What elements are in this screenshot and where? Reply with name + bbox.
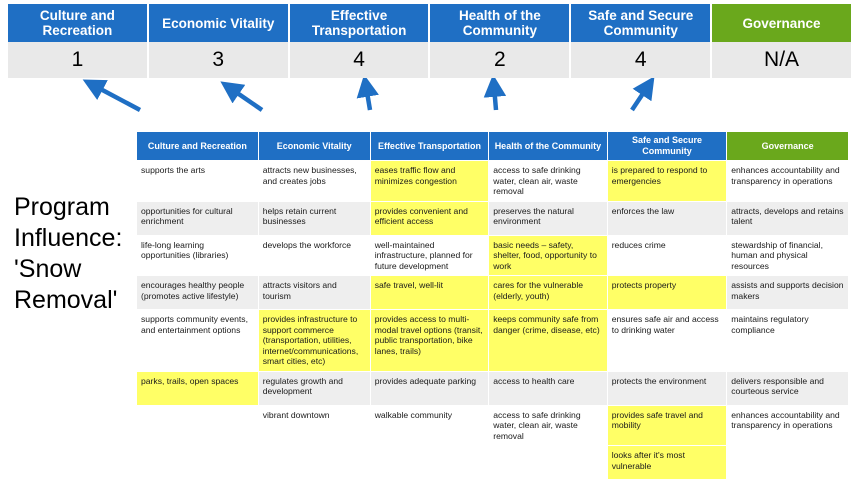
arrow-safe-and-secure-community — [632, 86, 648, 110]
table-row — [137, 310, 849, 372]
matrix-cell: develops the workforce — [258, 235, 370, 276]
matrix-cell-empty — [489, 446, 607, 480]
matrix-cell: maintains regulatory compliance — [727, 310, 849, 372]
table-row — [137, 201, 849, 235]
table-row — [137, 405, 849, 446]
matrix-cell: regulates growth and development — [258, 371, 370, 405]
matrix-cell: attracts, develops and retains talent — [727, 201, 849, 235]
arrow-effective-transportation — [366, 86, 370, 110]
matrix-cell: keeps community safe from danger (crime, disease, etc) — [489, 310, 607, 372]
matrix-cell: access to health care — [489, 371, 607, 405]
matrix-cell: preserves the natural environment — [489, 201, 607, 235]
category-header-label: Culture and Recreation — [39, 8, 115, 38]
category-header-safe-and-secure-community — [571, 4, 712, 42]
score-economic-vitality: 3 — [149, 42, 290, 78]
score-effective-transportation: 4 — [290, 42, 431, 78]
matrix-cell: access to safe drinking water, clean air, waste removal — [489, 161, 607, 202]
matrix-header-health-of-the-community: Health of the Community — [489, 132, 607, 161]
table-row — [137, 371, 849, 405]
matrix-cell: helps retain current businesses — [258, 201, 370, 235]
score-band — [8, 42, 851, 78]
matrix-cell: provides adequate parking — [370, 371, 488, 405]
matrix-cell: provides convenient and efficient access — [370, 201, 488, 235]
matrix-cell: enforces the law — [607, 201, 727, 235]
table-row — [137, 235, 849, 276]
matrix-cell: life-long learning opportunities (libraries) — [137, 235, 259, 276]
score-safe-and-secure-community: 4 — [571, 42, 712, 78]
matrix-cell: provides access to multi-modal travel options (transit, public transportation, bike lanes, trails) — [370, 310, 488, 372]
matrix-cell: supports the arts — [137, 161, 259, 202]
matrix-cell: provides safe travel and mobility — [607, 405, 727, 446]
arrow-layer — [0, 78, 859, 134]
matrix-cell: supports community events, and entertainment options — [137, 310, 259, 372]
matrix-header-culture-and-recreation: Culture and Recreation — [137, 132, 259, 161]
matrix-cell: vibrant downtown — [258, 405, 370, 446]
category-header-health-of-the-community — [430, 4, 571, 42]
matrix-header-effective-transportation: Effective Transportation — [370, 132, 488, 161]
matrix-cell: encourages healthy people (promotes active lifestyle) — [137, 276, 259, 310]
arrow-economic-vitality — [230, 88, 262, 110]
matrix-cell: assists and supports decision makers — [727, 276, 849, 310]
table-row — [137, 276, 849, 310]
category-header-band — [8, 4, 851, 42]
matrix-cell: basic needs – safety, shelter, food, opportunity to work — [489, 235, 607, 276]
matrix-cell: ensures safe air and access to drinking water — [607, 310, 727, 372]
matrix-header-governance: Governance — [727, 132, 849, 161]
category-header-effective-transportation — [290, 4, 431, 42]
matrix-cell-empty — [370, 446, 488, 480]
matrix-cell: attracts visitors and tourism — [258, 276, 370, 310]
matrix-cell: opportunities for cultural enrichment — [137, 201, 259, 235]
matrix-cell: cares for the vulnerable (elderly, youth) — [489, 276, 607, 310]
matrix-header-row — [137, 132, 849, 161]
matrix-cell: is prepared to respond to emergencies — [607, 161, 727, 202]
matrix-cell: well-maintained infrastructure, planned for future development — [370, 235, 488, 276]
matrix-cell: provides infrastructure to support commerce (transportation, utilities, internet/communications, smart cities, etc) — [258, 310, 370, 372]
arrow-culture-and-recreation — [93, 85, 140, 110]
category-header-label: Effective Transportation — [311, 8, 407, 38]
matrix-header-economic-vitality: Economic Vitality — [258, 132, 370, 161]
matrix-cell: protects the environment — [607, 371, 727, 405]
category-header-culture-and-recreation — [8, 4, 149, 42]
matrix-cell: parks, trails, open spaces — [137, 371, 259, 405]
score-governance: N/A — [764, 48, 800, 71]
matrix-cell: walkable community — [370, 405, 488, 446]
category-header-label: Safe and Secure Community — [588, 8, 694, 38]
matrix-cell-empty — [727, 446, 849, 480]
category-header-economic-vitality — [149, 4, 290, 42]
score-health-of-the-community: 2 — [430, 42, 571, 78]
matrix-cell-empty — [137, 446, 259, 480]
matrix-cell: access to safe drinking water, clean air, waste removal — [489, 405, 607, 446]
score-culture-and-recreation: 1 — [8, 42, 149, 78]
table-row — [137, 161, 849, 202]
matrix-cell: eases traffic flow and minimizes congestion — [370, 161, 488, 202]
category-header-label: Economic Vitality — [162, 15, 275, 31]
category-header-label: Governance — [742, 15, 821, 31]
category-header-governance — [712, 4, 851, 42]
matrix-header-safe-and-secure-community: Safe and Secure Community — [607, 132, 727, 161]
arrows-svg — [0, 78, 859, 134]
influence-matrix — [136, 131, 849, 480]
category-header-label: Health of the Community — [459, 8, 541, 38]
matrix-cell: reduces crime — [607, 235, 727, 276]
matrix-cell: attracts new businesses, and creates jobs — [258, 161, 370, 202]
matrix-cell: stewardship of financial, human and physical resources — [727, 235, 849, 276]
matrix-cell-empty — [258, 446, 370, 480]
matrix-cell: enhances accountability and transparency in operations — [727, 405, 849, 446]
matrix-cell: looks after it's most vulnerable — [607, 446, 727, 480]
page-title: Program Influence: 'Snow Removal' — [14, 193, 123, 314]
matrix-cell: safe travel, well-lit — [370, 276, 488, 310]
matrix-cell: delivers responsible and courteous service — [727, 371, 849, 405]
table-row — [137, 446, 849, 480]
arrow-health-of-the-community — [494, 86, 496, 110]
matrix-cell: protects property — [607, 276, 727, 310]
matrix-cell-empty — [137, 405, 259, 446]
matrix-cell: enhances accountability and transparency in operations — [727, 161, 849, 202]
